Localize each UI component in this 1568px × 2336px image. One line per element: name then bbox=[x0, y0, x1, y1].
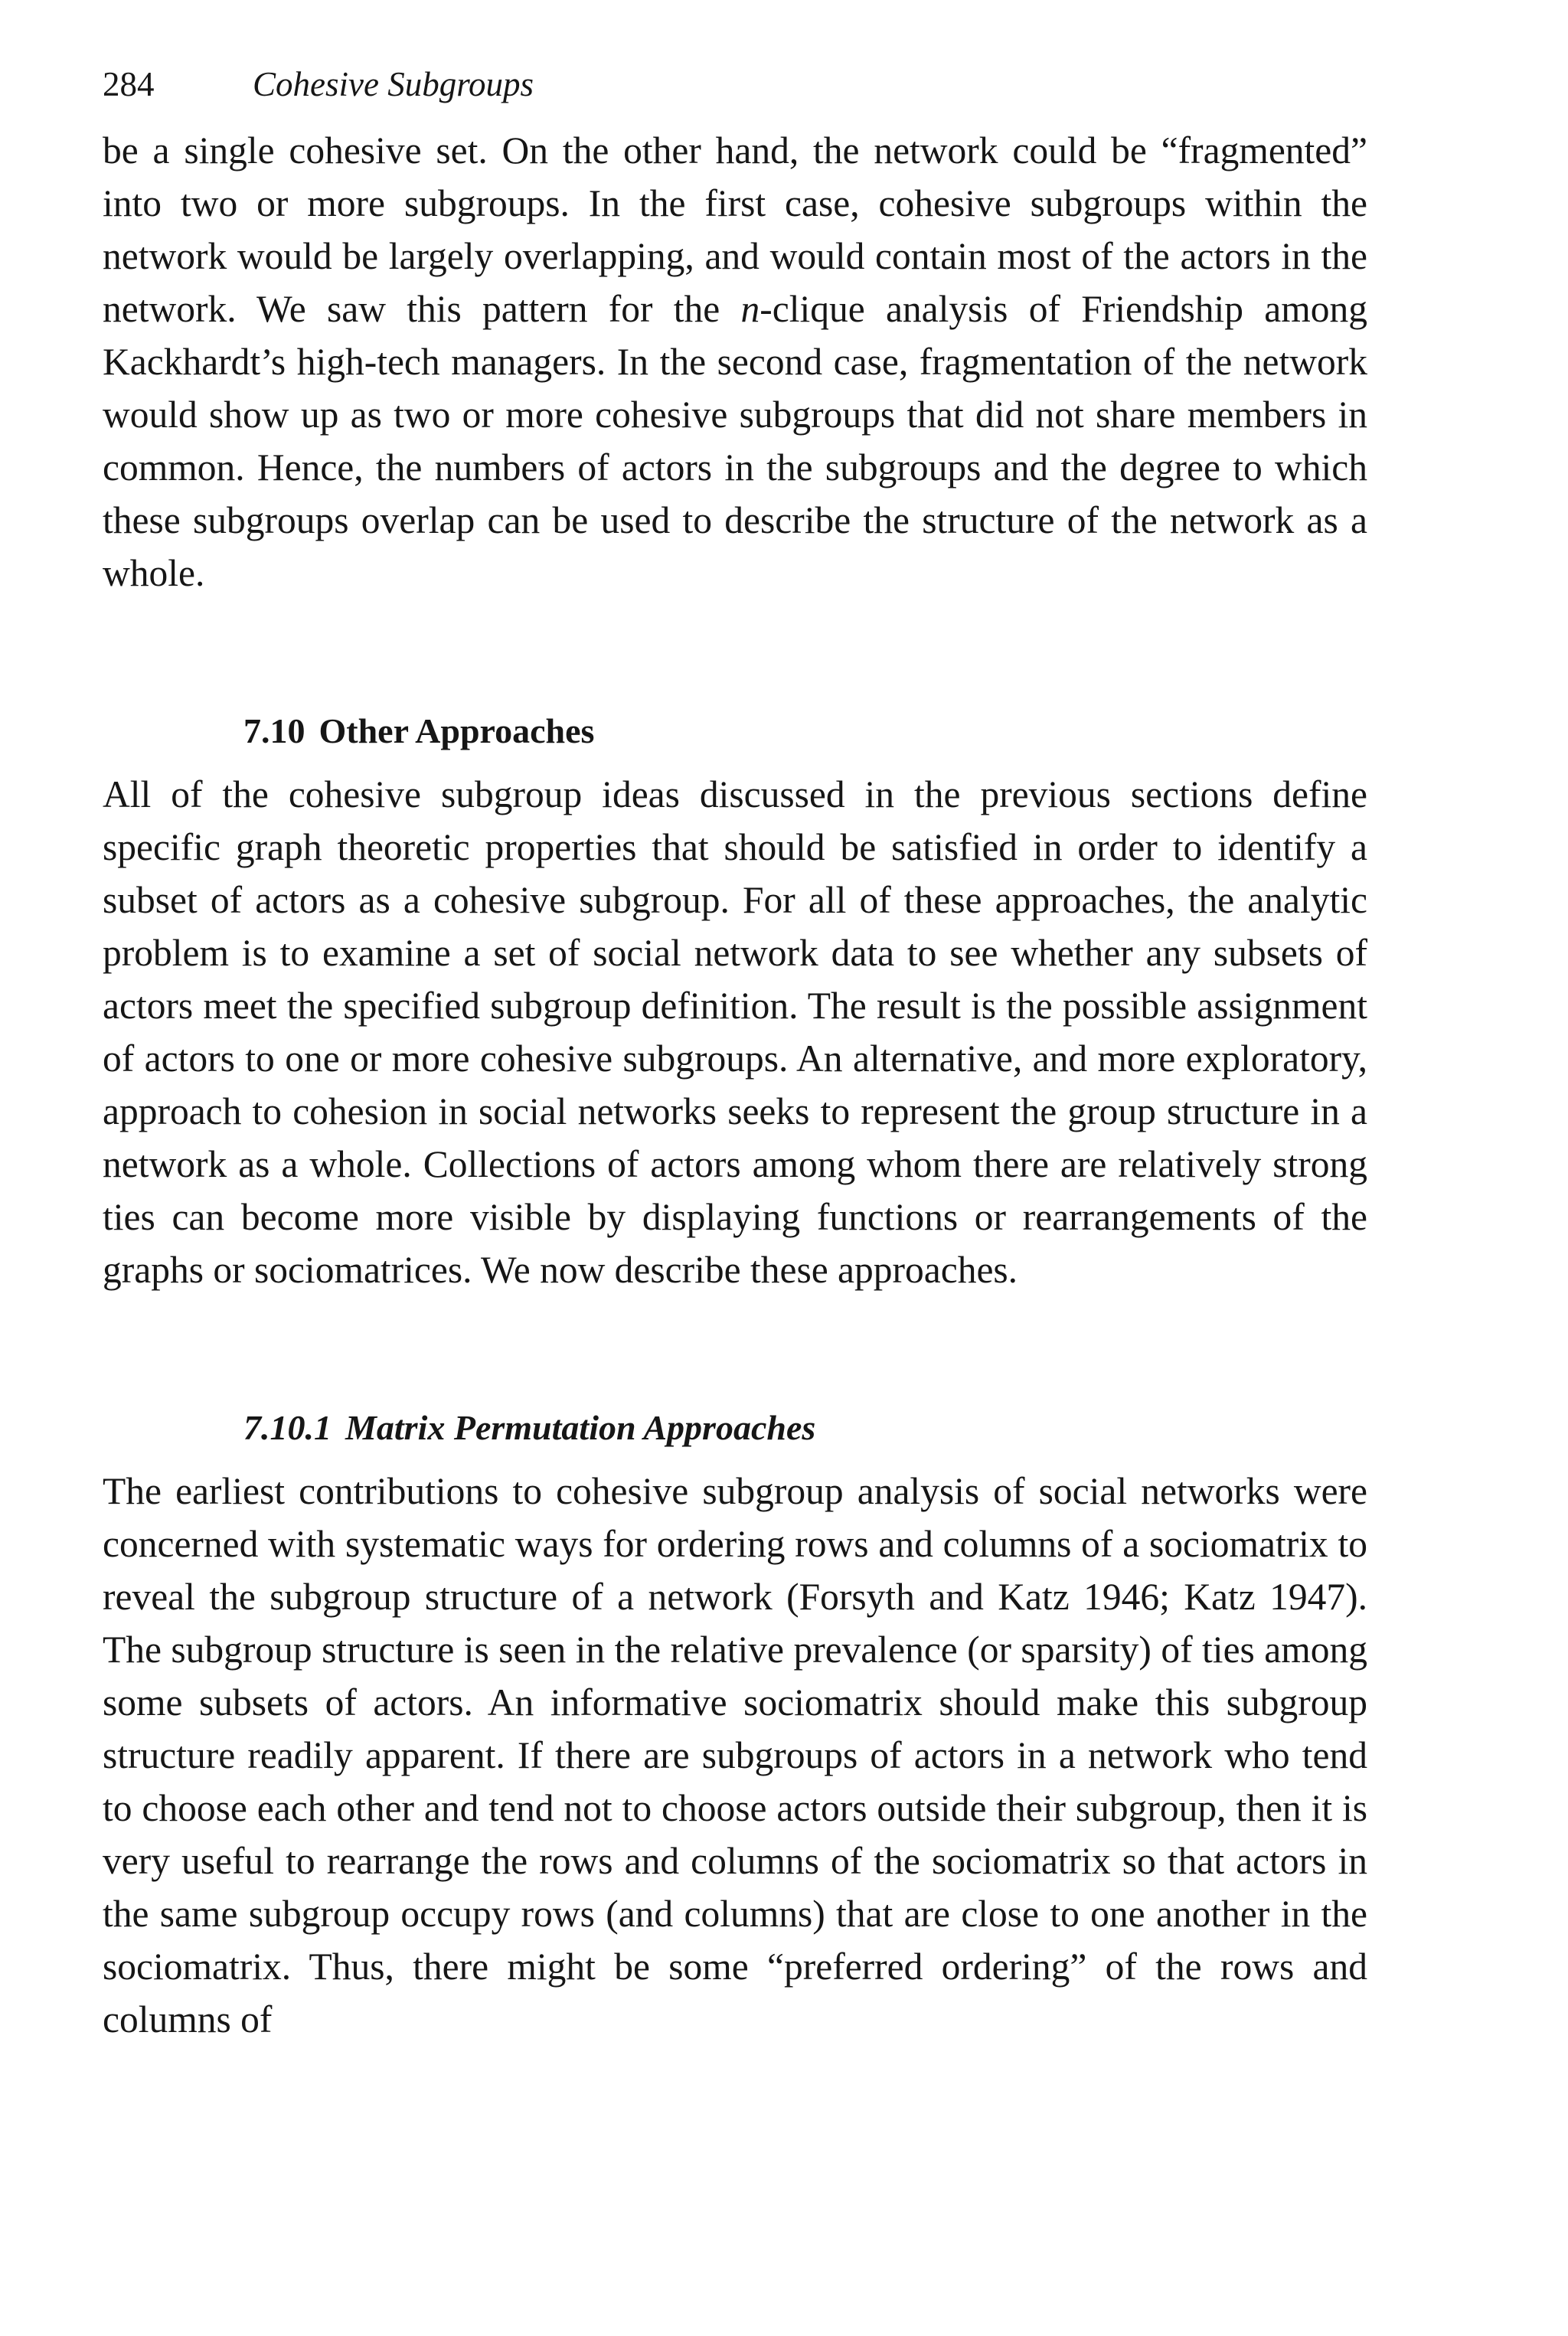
page-number: 284 bbox=[103, 65, 155, 103]
section-heading bbox=[243, 708, 1367, 754]
n-clique-italic: n bbox=[740, 288, 760, 330]
subsection-heading bbox=[243, 1405, 1367, 1451]
book-page bbox=[103, 63, 1367, 2046]
section-number: 7.10 bbox=[243, 711, 305, 750]
subsection-title: Matrix Permutation Approaches bbox=[345, 1408, 816, 1447]
section-spacer bbox=[103, 600, 1367, 708]
continuation-paragraph bbox=[103, 124, 1367, 600]
section-paragraph: All of the cohesive subgroup ideas discussed in the previous sections define specific graph theoretic properties that should be satisfied in order to identify a subset of actors as a cohesive subgroup. For all of these approaches, the analytic problem is to examine a set of social network data to see whether any subsets of actors meet the specified subgroup definition. The result is the possible assignment of actors to one or more cohesive subgroups. An alternative, and more exploratory, approach to cohesion in social networks seeks to represent the group structure in a network as a whole. Collections of actors among whom there are relatively strong ties can become more visible by displaying functions or rearrangements of the graphs or sociomatrices. We now describe these approaches. bbox=[103, 773, 1367, 1291]
running-head-title: Cohesive Subgroups bbox=[253, 65, 534, 103]
continuation-text-1: be a single cohesive set. On the other hand, the network could be “fragmented” into two or more subgroups. In the first case, cohesive subgroups within the network would be largely overlapping, and would contain most of the actors in the network. We saw this pattern for the bbox=[103, 129, 1367, 330]
subsection-spacer bbox=[103, 1296, 1367, 1405]
running-head bbox=[103, 63, 1367, 106]
section-title: Other Approaches bbox=[318, 711, 595, 750]
continuation-text-2: -clique analysis of Friendship among Kackhardt’s high-tech managers. In the second case, fragmentation of the network would show up as two or more cohesive subgroups that did not share members in common. Hence, the numbers of actors in the subgroups and the degree to which these subgroups overlap can be used to describe the structure of the network as a whole. bbox=[103, 288, 1367, 594]
subsection-number: 7.10.1 bbox=[243, 1408, 332, 1447]
subsection-paragraph: The earliest contributions to cohesive subgroup analysis of social networks were concerned with systematic ways for ordering rows and columns of a sociomatrix to reveal the subgroup structure of a network (Forsyth and Katz 1946; Katz 1947). The subgroup structure is seen in the relative prevalence (or sparsity) of ties among some subsets of actors. An informative sociomatrix should make this subgroup structure readily apparent. If there are subgroups of actors in a network who tend to choose each other and tend not to choose actors outside their subgroup, then it is very useful to rearrange the rows and columns of the sociomatrix so that actors in the same subgroup occupy rows (and columns) that are close to one another in the sociomatrix. Thus, there might be some “preferred ordering” of the rows and columns of bbox=[103, 1470, 1367, 2040]
